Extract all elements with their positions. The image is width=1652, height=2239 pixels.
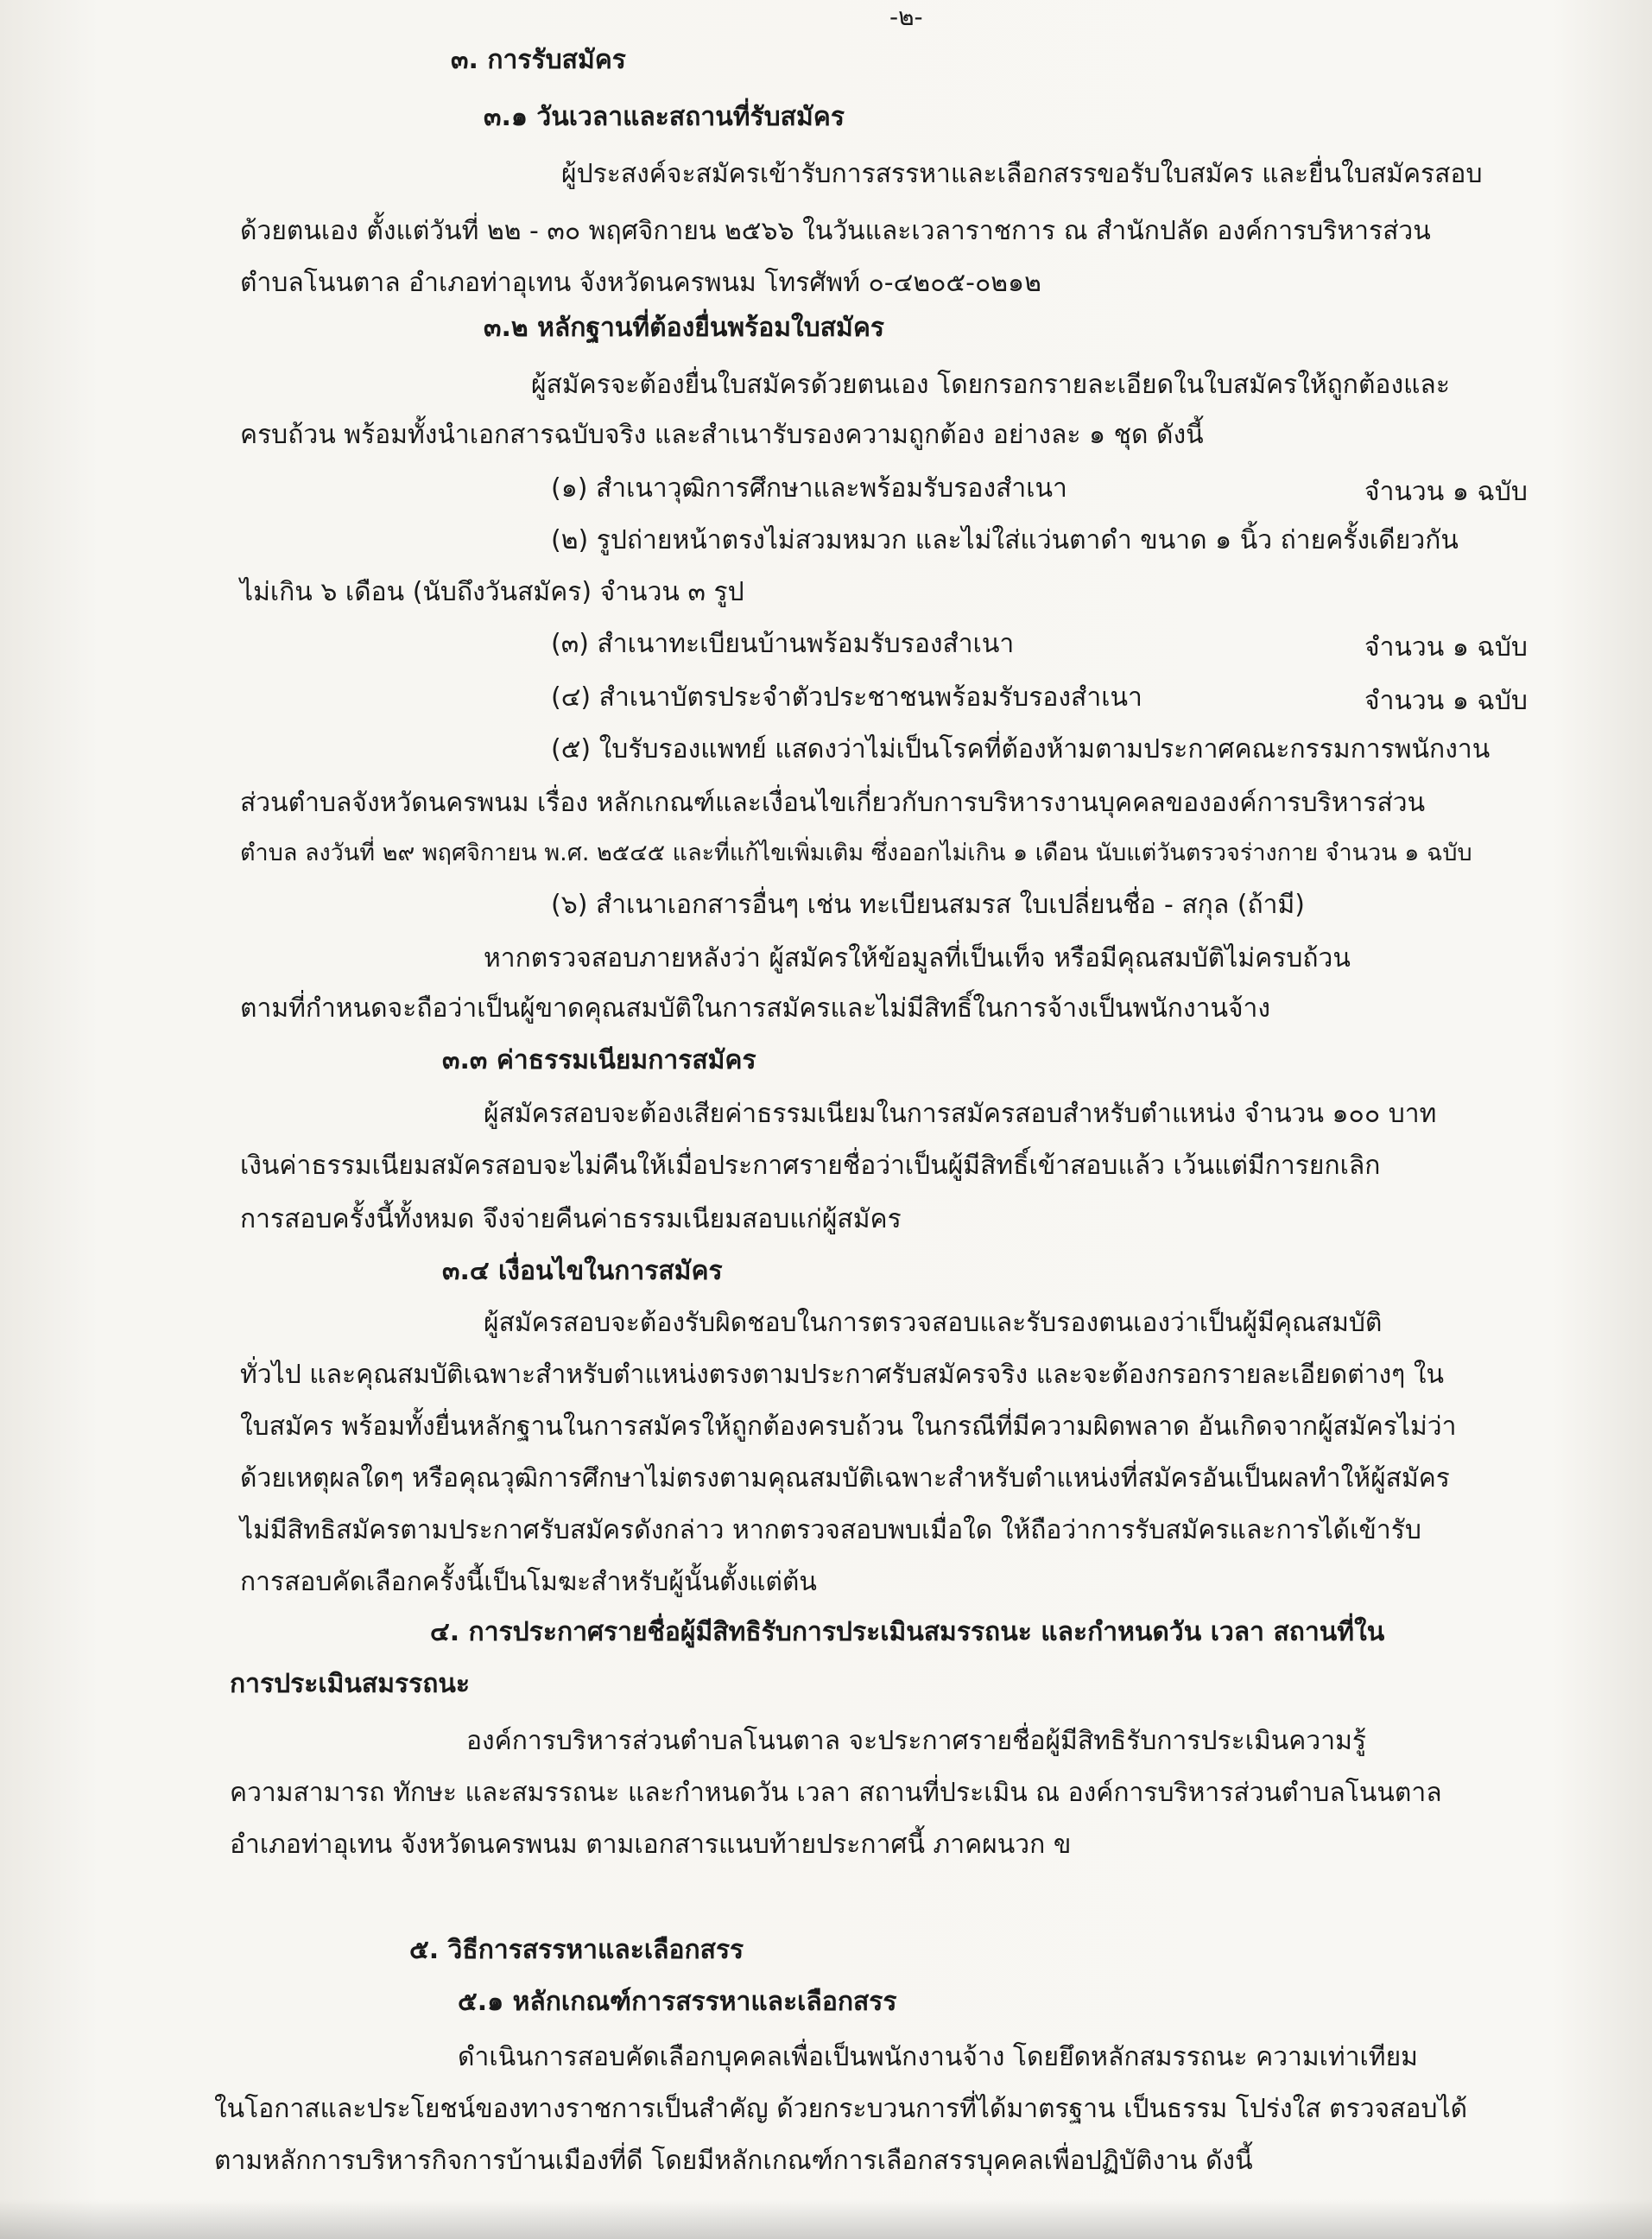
paragraph-line: การสอบคัดเลือกครั้งนี้เป็นโมฆะสำหรับผู้นั้นตั้งแต่ต้น bbox=[240, 1567, 817, 1597]
paragraph-line: องค์การบริหารส่วนตำบลโนนตาล จะประกาศรายชื่อผู้มีสิทธิรับการประเมินความรู้ bbox=[466, 1726, 1366, 1756]
paragraph-line: ผู้สมัครสอบจะต้องเสียค่าธรรมเนียมในการสมัครสอบสำหรับตำแหน่ง จำนวน ๑๐๐ บาท bbox=[484, 1099, 1437, 1129]
document-item-4: (๔) สำเนาบัตรประจำตัวประชาชนพร้อมรับรองสำเนา bbox=[551, 682, 1142, 713]
paragraph-line: ในโอกาสและประโยชน์ของทางราชการเป็นสำคัญ ด้วยกระบวนการที่ได้มาตรฐาน เป็นธรรม โปร่งใส ตรวจสอบได้ bbox=[214, 2094, 1468, 2124]
document-item-1-qty: จำนวน ๑ ฉบับ bbox=[1364, 477, 1528, 507]
page-number: -๒- bbox=[889, 3, 923, 31]
document-item-5-cont: ตำบล ลงวันที่ ๒๙ พฤศจิกายน พ.ศ. ๒๕๔๕ และที่แก้ไขเพิ่มเติม ซึ่งออกไม่เกิน ๑ เดือน นับแต่วันตรวจร่างกาย จำนวน ๑ ฉบับ bbox=[240, 840, 1472, 866]
document-item-3: (๓) สำเนาทะเบียนบ้านพร้อมรับรองสำเนา bbox=[551, 629, 1015, 659]
paragraph-line: ไม่มีสิทธิสมัครตามประกาศรับสมัครดังกล่าว หากตรวจสอบพบเมื่อใด ให้ถือว่าการรับสมัครและการได้เข้ารับ bbox=[240, 1515, 1421, 1545]
page-edge-shadow bbox=[0, 2199, 1652, 2239]
document-item-3-qty: จำนวน ๑ ฉบับ bbox=[1364, 632, 1528, 663]
paragraph-line: ใบสมัคร พร้อมทั้งยื่นหลักฐานในการสมัครให้ถูกต้องครบถ้วน ในกรณีที่มีความผิดพลาด อันเกิดจากผู้สมัครไม่ว่า bbox=[240, 1411, 1457, 1442]
document-item-4-qty: จำนวน ๑ ฉบับ bbox=[1364, 686, 1528, 716]
paragraph-line: ตำบลโนนตาล อำเภอท่าอุเทน จังหวัดนครพนม โทรศัพท์ ๐-๔๒๐๕-๐๒๑๒ bbox=[240, 268, 1041, 298]
paragraph-line: การสอบครั้งนี้ทั้งหมด จึงจ่ายคืนค่าธรรมเนียมสอบแก่ผู้สมัคร bbox=[240, 1204, 902, 1234]
paragraph-line: หากตรวจสอบภายหลังว่า ผู้สมัครให้ข้อมูลที่เป็นเท็จ หรือมีคุณสมบัติไม่ครบถ้วน bbox=[484, 943, 1351, 974]
paragraph-line: ตามที่กำหนดจะถือว่าเป็นผู้ขาดคุณสมบัติในการสมัครและไม่มีสิทธิ์ในการจ้างเป็นพนักงานจ้าง bbox=[240, 993, 1271, 1024]
section-5-heading: ๕. วิธีการสรรหาและเลือกสรร bbox=[409, 1935, 744, 1965]
section-3-heading: ๓. การรับสมัคร bbox=[451, 45, 626, 75]
paragraph-line: อำเภอท่าอุเทน จังหวัดนครพนม ตามเอกสารแนบท้ายประกาศนี้ ภาคผนวก ข bbox=[230, 1830, 1072, 1860]
paragraph-line: เงินค่าธรรมเนียมสมัครสอบจะไม่คืนให้เมื่อประกาศรายชื่อว่าเป็นผู้มีสิทธิ์เข้าสอบแล้ว เว้นแต่มีการยกเลิก bbox=[240, 1151, 1381, 1181]
paragraph-line: ผู้ประสงค์จะสมัครเข้ารับการสรรหาและเลือกสรรขอรับใบสมัคร และยื่นใบสมัครสอบ bbox=[561, 159, 1483, 189]
paragraph-line: ความสามารถ ทักษะ และสมรรถนะ และกำหนดวัน เวลา สถานที่ประเมิน ณ องค์การบริหารส่วนตำบลโนนตาล bbox=[230, 1778, 1442, 1808]
section-4-heading-cont: การประเมินสมรรถนะ bbox=[230, 1669, 471, 1699]
paragraph-line: ด้วยเหตุผลใดๆ หรือคุณวุฒิการศึกษาไม่ตรงตามคุณสมบัติเฉพาะสำหรับตำแหน่งที่สมัครอันเป็นผลทำให้ผู้สมัคร bbox=[240, 1463, 1450, 1494]
section-3-4-heading: ๓.๔ เงื่อนไขในการสมัคร bbox=[442, 1256, 723, 1286]
document-item-2: (๒) รูปถ่ายหน้าตรงไม่สวมหมวก และไม่ใส่แว่นตาดำ ขนาด ๑ นิ้ว ถ่ายครั้งเดียวกัน bbox=[551, 525, 1459, 555]
section-3-2-heading: ๓.๒ หลักฐานที่ต้องยื่นพร้อมใบสมัคร bbox=[484, 313, 885, 343]
paragraph-line: ครบถ้วน พร้อมทั้งนำเอกสารฉบับจริง และสำเนารับรองความถูกต้อง อย่างละ ๑ ชุด ดังนี้ bbox=[240, 420, 1204, 450]
paragraph-line: ผู้สมัครจะต้องยื่นใบสมัครด้วยตนเอง โดยกรอกรายละเอียดในใบสมัครให้ถูกต้องและ bbox=[531, 370, 1450, 400]
paragraph-line: ตามหลักการบริหารกิจการบ้านเมืองที่ดี โดยมีหลักเกณฑ์การเลือกสรรบุคคลเพื่อปฏิบัติงาน ดังนี้ bbox=[214, 2146, 1253, 2176]
section-4-heading: ๔. การประกาศรายชื่อผู้มีสิทธิรับการประเมินสมรรถนะ และกำหนดวัน เวลา สถานที่ใน bbox=[430, 1617, 1385, 1647]
paragraph-line: ด้วยตนเอง ตั้งแต่วันที่ ๒๒ - ๓๐ พฤศจิกายน ๒๕๖๖ ในวันและเวลาราชการ ณ สำนักปลัด องค์การบริหารส่วน bbox=[240, 216, 1431, 246]
section-5-1-heading: ๕.๑ หลักเกณฑ์การสรรหาและเลือกสรร bbox=[458, 1987, 897, 2017]
section-3-1-heading: ๓.๑ วันเวลาและสถานที่รับสมัคร bbox=[484, 102, 845, 132]
document-item-5-cont: ส่วนตำบลจังหวัดนครพนม เรื่อง หลักเกณฑ์และเงื่อนไขเกี่ยวกับการบริหารงานบุคคลขององค์การบริหารส่วน bbox=[240, 788, 1426, 818]
paragraph-line: ดำเนินการสอบคัดเลือกบุคคลเพื่อเป็นพนักงานจ้าง โดยยึดหลักสมรรถนะ ความเท่าเทียม bbox=[458, 2042, 1418, 2072]
document-item-1: (๑) สำเนาวุฒิการศึกษาและพร้อมรับรองสำเนา bbox=[551, 473, 1067, 504]
paragraph-line: ผู้สมัครสอบจะต้องรับผิดชอบในการตรวจสอบและรับรองตนเองว่าเป็นผู้มีคุณสมบัติ bbox=[484, 1308, 1383, 1338]
paragraph-line: ทั่วไป และคุณสมบัติเฉพาะสำหรับตำแหน่งตรงตามประกาศรับสมัครจริง และจะต้องกรอกรายละเอียดต่างๆ ใน bbox=[240, 1360, 1444, 1390]
document-item-2-cont: ไม่เกิน ๖ เดือน (นับถึงวันสมัคร) จำนวน ๓ รูป bbox=[240, 577, 744, 607]
document-item-5: (๕) ใบรับรองแพทย์ แสดงว่าไม่เป็นโรคที่ต้องห้ามตามประกาศคณะกรรมการพนักงาน bbox=[551, 734, 1491, 764]
document-item-6: (๖) สำเนาเอกสารอื่นๆ เช่น ทะเบียนสมรส ใบเปลี่ยนชื่อ - สกุล (ถ้ามี) bbox=[551, 890, 1305, 920]
section-3-3-heading: ๓.๓ ค่าธรรมเนียมการสมัคร bbox=[442, 1045, 756, 1075]
